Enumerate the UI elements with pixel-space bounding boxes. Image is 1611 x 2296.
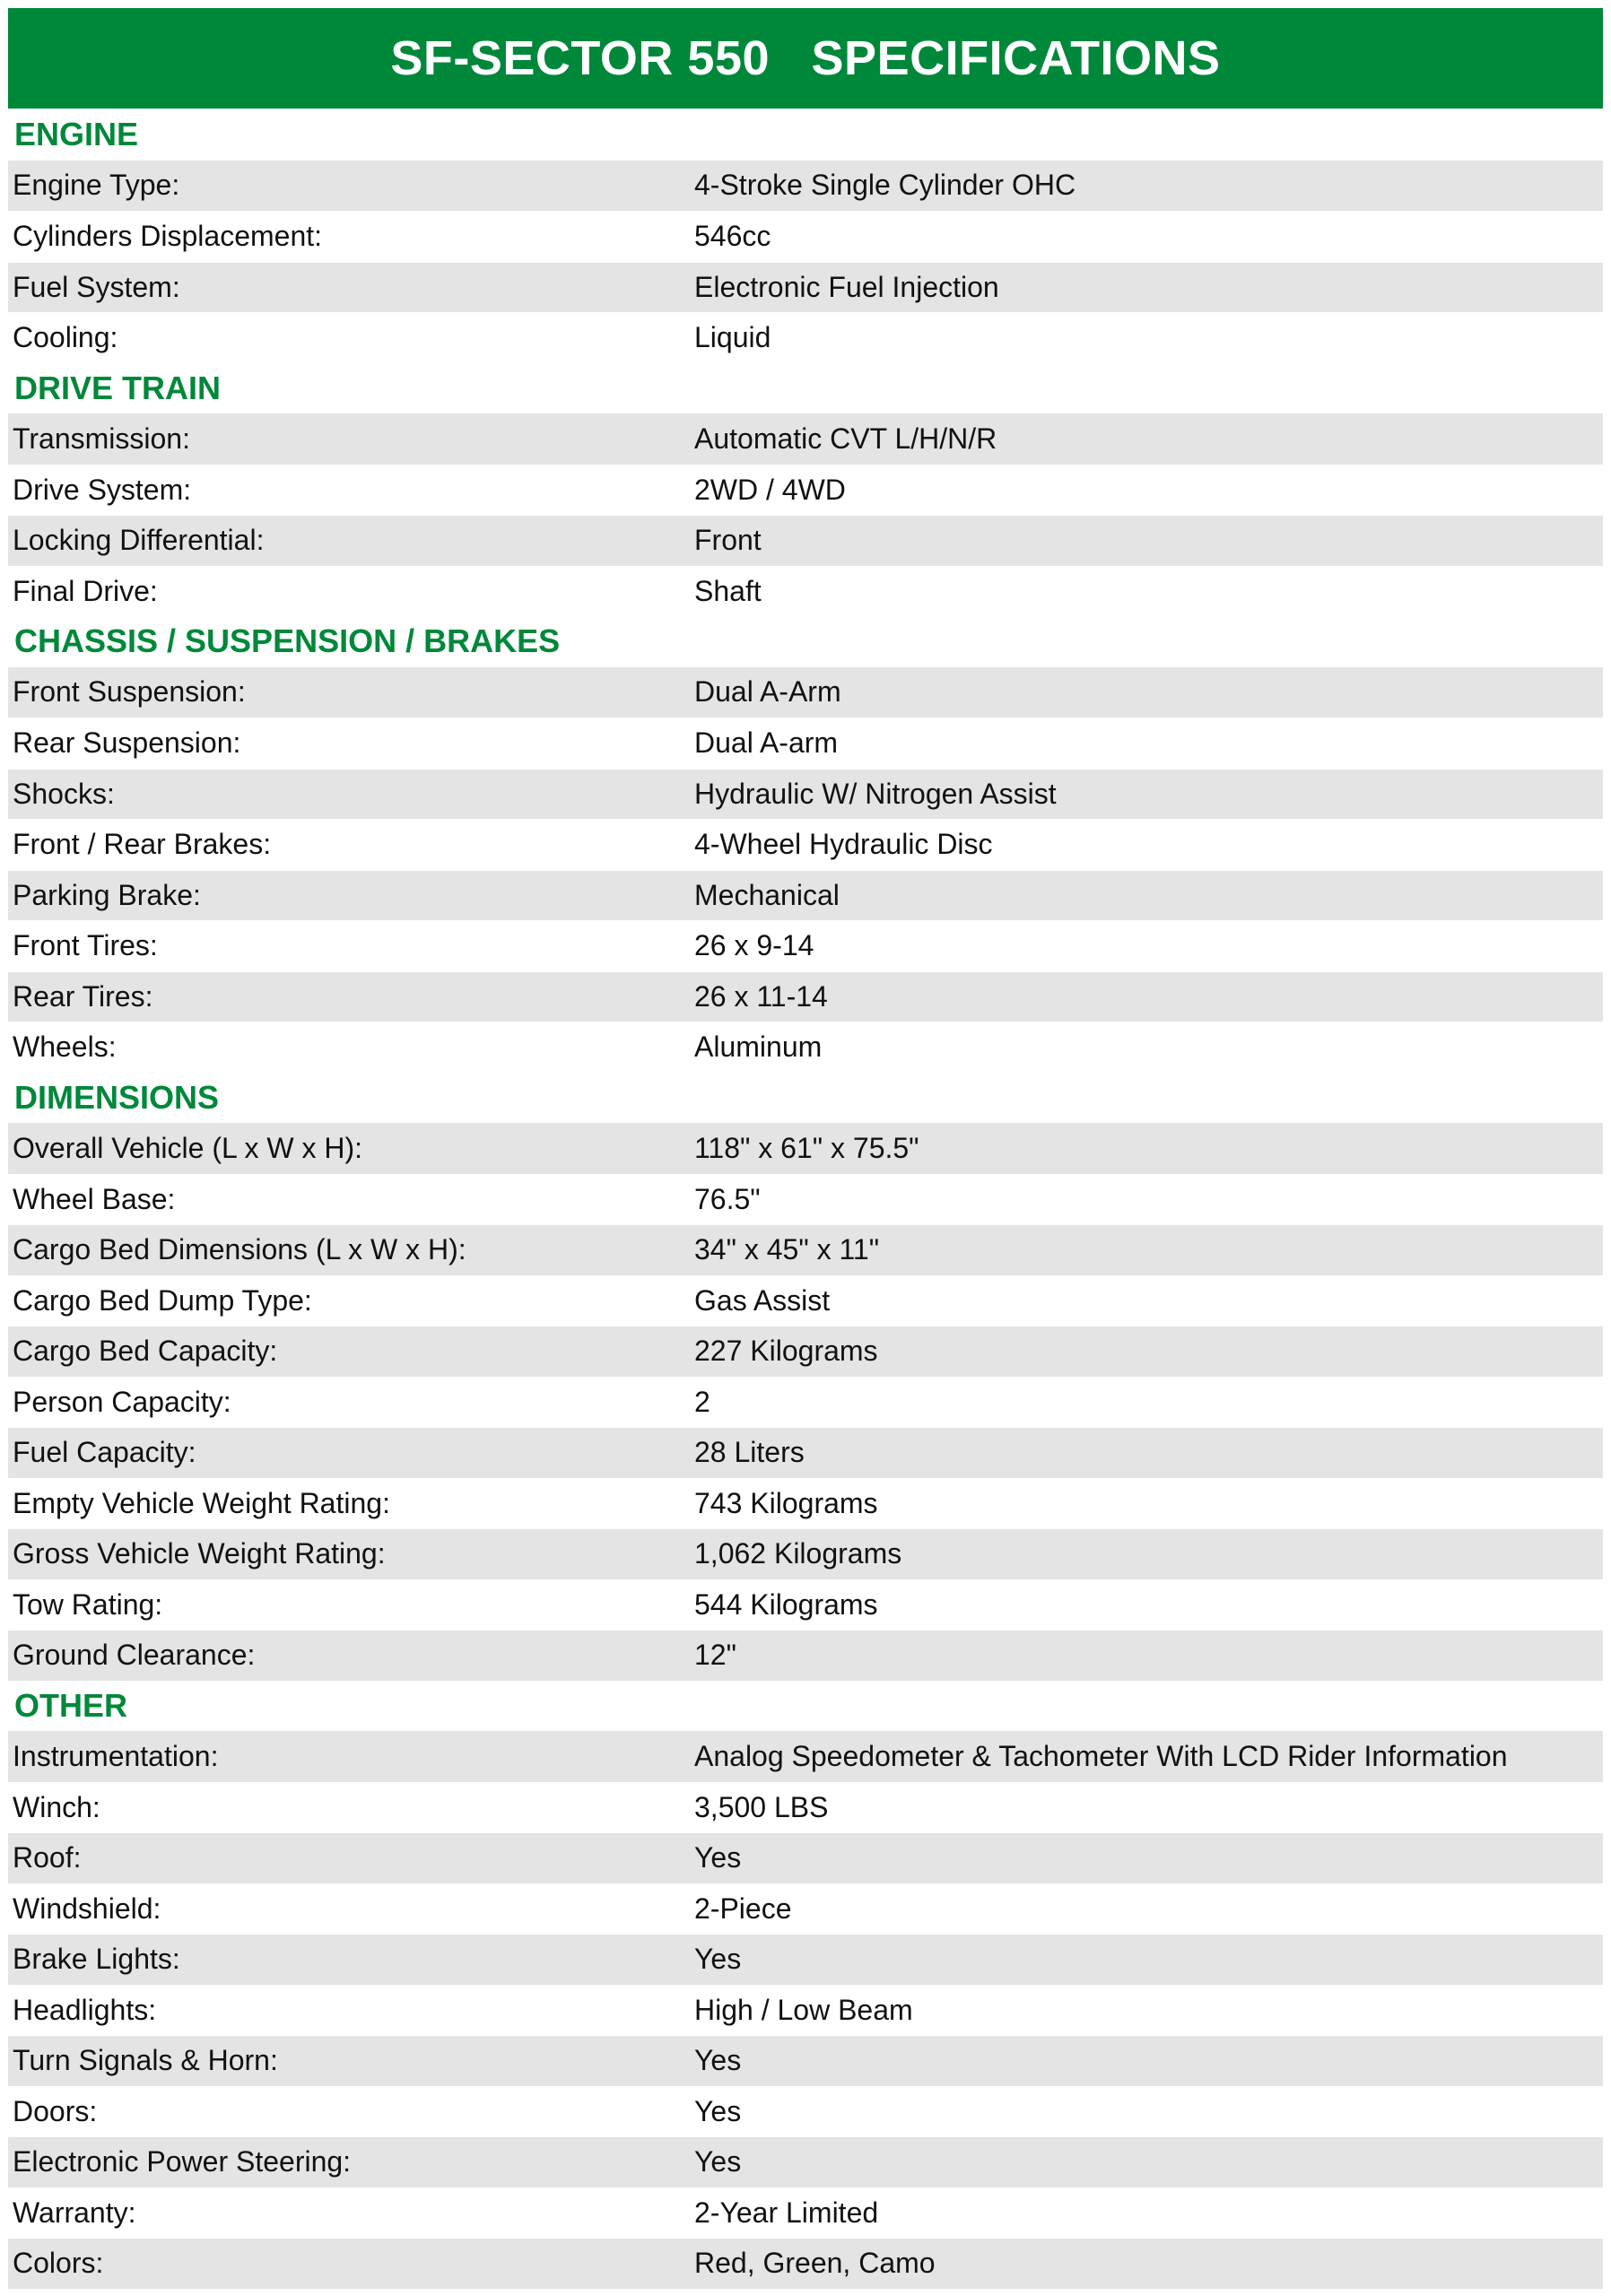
spec-label: Drive System:: [13, 473, 192, 506]
spec-label: Fuel Capacity:: [13, 1436, 196, 1469]
spec-row: [8, 1782, 1603, 1833]
spec-value: Yes: [694, 2044, 742, 2077]
spec-value: Electronic Fuel Injection: [694, 270, 999, 303]
spec-value: Shaft: [694, 574, 762, 607]
spec-label: Electronic Power Steering:: [13, 2145, 352, 2179]
spec-label: Warranty:: [13, 2196, 136, 2229]
spec-row: [8, 870, 1603, 921]
spec-label: Winch:: [13, 1790, 100, 1823]
spec-label: Gross Vehicle Weight Rating:: [13, 1537, 386, 1570]
spec-row: [8, 1579, 1603, 1631]
spec-label: Instrumentation:: [13, 1739, 219, 1772]
page-title: SF-SECTOR 550 SPECIFICATIONS: [8, 8, 1603, 109]
section-heading: OTHER: [14, 1686, 127, 1724]
spec-label: Empty Vehicle Weight Rating:: [13, 1486, 390, 1519]
spec-label: Cargo Bed Dimensions (L x W x H):: [13, 1233, 466, 1266]
spec-value: Yes: [694, 1943, 742, 1976]
spec-value: Front: [694, 524, 762, 557]
spec-label: Windshield:: [13, 1892, 161, 1925]
spec-label: Ground Clearance:: [13, 1639, 256, 1672]
spec-label: Turn Signals & Horn:: [13, 2044, 278, 2077]
spec-row: [8, 1883, 1603, 1935]
spec-value: 34" x 45" x 11": [694, 1233, 880, 1266]
spec-row: [8, 769, 1603, 820]
spec-label: Rear Suspension:: [13, 726, 241, 760]
spec-value: 76.5": [694, 1182, 761, 1215]
spec-label: Roof:: [13, 1841, 82, 1874]
spec-value: 743 Kilograms: [694, 1486, 878, 1519]
spec-label: Locking Differential:: [13, 524, 265, 557]
section-heading: CHASSIS / SUSPENSION / BRAKES: [14, 622, 561, 660]
spec-row: [8, 1275, 1603, 1326]
spec-row: [8, 515, 1603, 566]
spec-label: Doors:: [13, 2094, 98, 2127]
spec-value: Mechanical: [694, 878, 840, 911]
spec-value: 2-Year Limited: [694, 2196, 879, 2229]
spec-label: Wheel Base:: [13, 1182, 176, 1215]
spec-value: 26 x 9-14: [694, 929, 814, 962]
spec-row: [8, 667, 1603, 718]
spec-value: Dual A-Arm: [694, 675, 841, 709]
spec-row: [8, 1174, 1603, 1225]
spec-row: [8, 1326, 1603, 1377]
spec-row: [8, 312, 1603, 363]
spec-label: Front / Rear Brakes:: [13, 828, 272, 861]
spec-label: Cylinders Displacement:: [13, 220, 323, 253]
spec-row: [8, 2086, 1603, 2137]
spec-value: Dual A-arm: [694, 726, 839, 760]
spec-value: 227 Kilograms: [694, 1335, 878, 1368]
spec-row: [8, 211, 1603, 262]
spec-value: Yes: [694, 1841, 742, 1874]
spec-label: Tow Rating:: [13, 1587, 163, 1621]
spec-label: Front Tires:: [13, 929, 158, 962]
spec-label: Shocks:: [13, 777, 115, 810]
spec-value: 544 Kilograms: [694, 1587, 878, 1621]
spec-value: Gas Assist: [694, 1283, 831, 1317]
spec-row: [8, 465, 1603, 516]
spec-value: 3,500 LBS: [694, 1790, 829, 1823]
spec-row: [8, 1224, 1603, 1275]
spec-value: 4-Stroke Single Cylinder OHC: [694, 169, 1076, 202]
spec-value: High / Low Beam: [694, 1993, 913, 2026]
spec-row: [8, 1731, 1603, 1782]
spec-row: [8, 718, 1603, 769]
spec-label: Front Suspension:: [13, 675, 246, 709]
spec-row: [8, 2187, 1603, 2239]
spec-label: Cargo Bed Dump Type:: [13, 1283, 312, 1317]
spec-row: [8, 1985, 1603, 2036]
spec-row: [8, 566, 1603, 617]
spec-row: [8, 1022, 1603, 1073]
spec-value: 2-Piece: [694, 1892, 792, 1925]
spec-label: Colors:: [13, 2247, 104, 2280]
spec-row: [8, 819, 1603, 870]
spec-row: [8, 1528, 1603, 1579]
spec-label: Cargo Bed Capacity:: [13, 1335, 278, 1368]
spec-value: Analog Speedometer & Tachometer With LCD Rider Information: [694, 1739, 1508, 1772]
spec-row: [8, 2136, 1603, 2187]
spec-table: [8, 109, 1603, 2289]
spec-row: [8, 262, 1603, 313]
spec-row: [8, 1630, 1603, 1681]
spec-row: [8, 1377, 1603, 1428]
spec-label: Parking Brake:: [13, 878, 201, 911]
spec-row: [8, 161, 1603, 212]
spec-row: [8, 2035, 1603, 2086]
spec-label: Wheels:: [13, 1031, 117, 1064]
spec-value: 1,062 Kilograms: [694, 1537, 902, 1570]
spec-value: Yes: [694, 2094, 742, 2127]
spec-value: Hydraulic W/ Nitrogen Assist: [694, 777, 1057, 810]
spec-value: Automatic CVT L/H/N/R: [694, 422, 997, 455]
spec-label: Brake Lights:: [13, 1943, 180, 1976]
spec-label: Fuel System:: [13, 270, 180, 303]
section-heading: DIMENSIONS: [14, 1078, 220, 1116]
spec-value: 4-Wheel Hydraulic Disc: [694, 828, 993, 861]
spec-value: 26 x 11-14: [694, 979, 828, 1013]
spec-value: 12": [694, 1639, 736, 1672]
spec-value: Yes: [694, 2145, 742, 2179]
spec-label: Rear Tires:: [13, 979, 153, 1013]
spec-value: 2: [694, 1385, 710, 1418]
spec-value: Red, Green, Camo: [694, 2247, 936, 2280]
spec-row: [8, 1123, 1603, 1174]
spec-row: [8, 413, 1603, 465]
section-heading: ENGINE: [14, 116, 139, 153]
spec-row: [8, 1934, 1603, 1985]
spec-value: Liquid: [694, 321, 771, 354]
spec-label: Cooling:: [13, 321, 118, 354]
spec-label: Person Capacity:: [13, 1385, 231, 1418]
spec-value: Aluminum: [694, 1031, 823, 1064]
spec-label: Final Drive:: [13, 574, 158, 607]
spec-label: Engine Type:: [13, 169, 180, 202]
spec-row: [8, 920, 1603, 971]
spec-label: Overall Vehicle (L x W x H):: [13, 1131, 363, 1164]
spec-label: Transmission:: [13, 422, 190, 455]
spec-row: [8, 1427, 1603, 1478]
spec-value: 546cc: [694, 220, 771, 253]
spec-value: 2WD / 4WD: [694, 473, 846, 506]
section-heading: DRIVE TRAIN: [14, 369, 222, 406]
spec-row: [8, 1478, 1603, 1529]
spec-row: [8, 2238, 1603, 2289]
spec-row: [8, 1832, 1603, 1883]
spec-label: Headlights:: [13, 1993, 157, 2026]
spec-value: 118" x 61" x 75.5": [694, 1131, 919, 1164]
spec-value: 28 Liters: [694, 1436, 805, 1469]
spec-row: [8, 971, 1603, 1022]
